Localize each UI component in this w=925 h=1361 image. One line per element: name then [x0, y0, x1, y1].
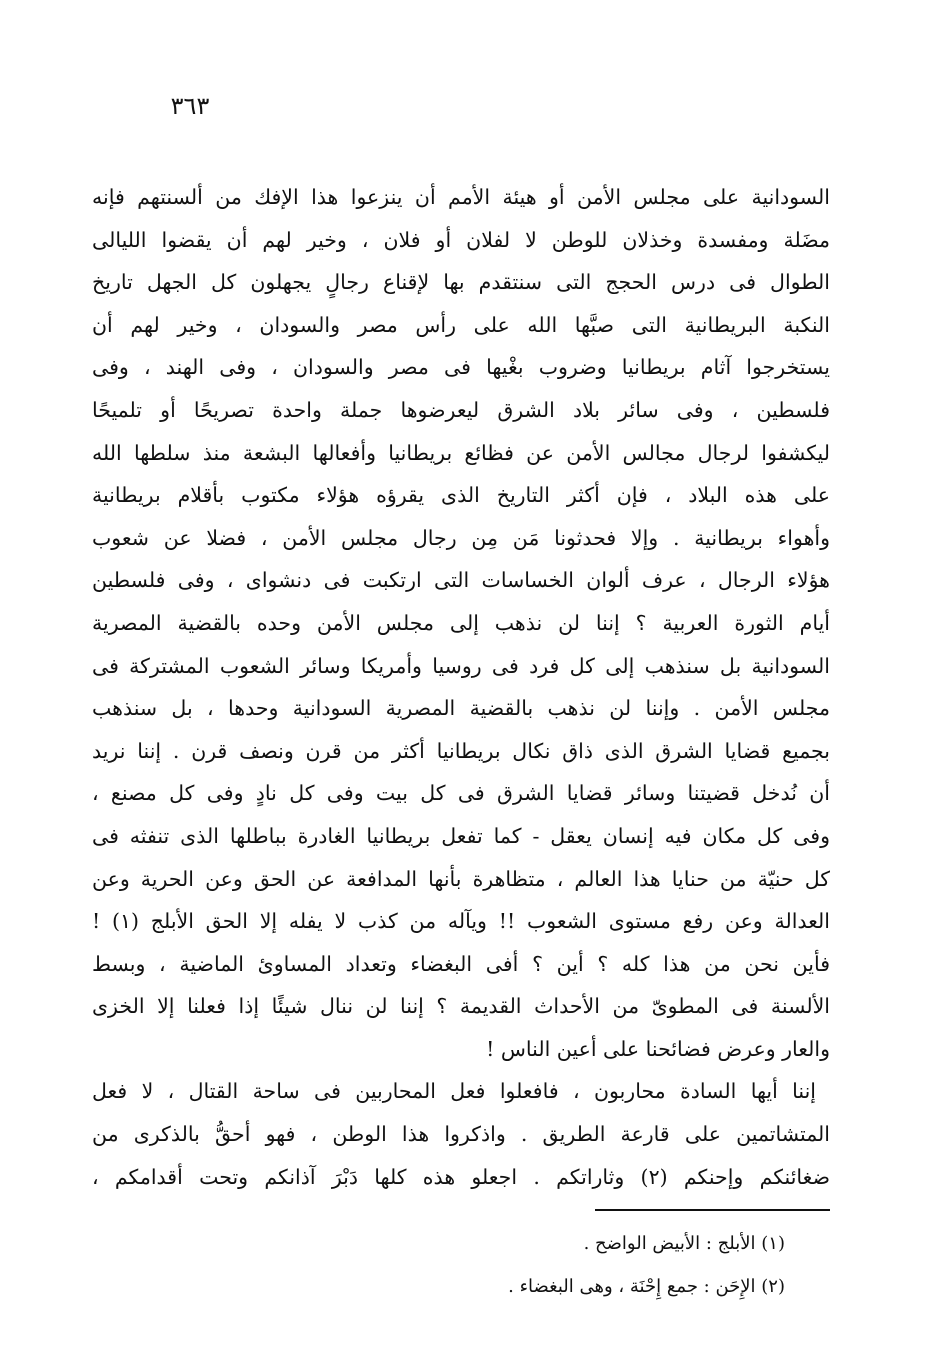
footnote-divider — [595, 1209, 830, 1211]
text-line: فأين نحن من هذا كله ؟ أين ؟ أفى البغضاء وتعداد المساوئ الماضية ، وبسط — [92, 951, 830, 976]
text-line: الطوال فى درس الحجج التى سنتقدم بها لإقناع رجالٍ يجهلون كل الجهل تاريخ — [92, 270, 830, 295]
text-line: الألسنة فى المطوىّ من الأحداث القديمة ؟ إننا لن ننال شيئًا إذا فعلنا إلا الخزى — [92, 994, 830, 1019]
footnotes — [185, 1222, 785, 1308]
footnote-1: (١) الأبلج : الأبيض الواضح . — [583, 1233, 785, 1254]
text-line: على هذه البلاد ، فإن أكثر التاريخ الذى يقرؤه هؤلاء مكتوب بأقلام بريطانية — [92, 483, 830, 508]
text-line: ضغائنكم وإحنكم (٢) وثاراتكم . اجعلو هذه كلها دَبْرَ آذانكم وتحت أقدامكم ، — [92, 1164, 830, 1189]
footnote-2: (٢) الإِحَن : جمع إِحْنَة ، وهى البغضاء . — [508, 1276, 785, 1297]
text-line: هؤلاء الرجال ، عرف ألوان الخساسات التى ارتكبت فى دنشواى ، وفى فلسطين — [92, 568, 830, 593]
text-line: فلسطين ، وفى سائر بلاد الشرق ليعرضوها جملة واحدة تصريحًا أو تلميحًا — [92, 397, 830, 422]
text-line: وأهواء بريطانية . وإلا فحدثونا مَن مِن رجال مجلس الأمن ، فضلا عن شعوب — [92, 525, 830, 550]
text-line: النكبة البريطانية التى صبَّها الله على رأس مصر والسودان ، وخير لهم أن — [92, 312, 830, 337]
text-line: السودانية على مجلس الأمن أو هيئة الأمم أن ينزعوا هذا الإفك من ألسنتهم فإنه — [92, 185, 830, 209]
body-text — [92, 176, 830, 1198]
text-line: بجميع قضايا الشرق الذى ذاق نكال بريطانيا أكثر من قرن ونصف قرن . إننا نريد — [92, 738, 830, 763]
text-line: كل حنيّة من حنايا هذا العالم ، متظاهرة بأنها المدافعة عن الحق وعن الحرية وعن — [92, 866, 830, 891]
text-line: ليكشفوا لرجال مجالس الأمن عن فظائع بريطانيا وأفعالها البشعة منذ سلطها الله — [92, 440, 830, 465]
paragraph-start-line: إننا أيها السادة محاربون ، فافعلوا فعل المحاربين فى ساحة القتال ، لا فعل — [92, 1079, 816, 1104]
text-line: مضَلة ومفسدة وخذلان للوطن لا لفلان أو فلان ، وخير لهم أن يقضوا الليالى — [92, 227, 830, 252]
text-line: أيام الثورة العربية ؟ إننا لن نذهب إلى مجلس الأمن وحده بالقضية المصرية — [92, 610, 830, 635]
text-line: يستخرجوا آثام بريطانيا وضروب بغْيها فى مصر والسودان ، وفى الهند ، وفى — [92, 355, 830, 380]
text-line: مجلس الأمن . وإننا لن نذهب بالقضية المصرية السودانية وحدها ، بل سنذهب — [92, 696, 830, 721]
text-line: العدالة وعن رفع مستوى الشعوب !! ويآله من كذب لا يفله إلا الحق الأبلج (١) ! — [92, 909, 830, 934]
text-line: وفى كل مكان فيه إنسان يعقل - كما تفعل بريطانيا الغادرة بباطلها الذى تنفثه فى — [92, 823, 830, 848]
text-line: السودانية بل سنذهب إلى كل فرد فى روسيا وأمريكا وسائر الشعوب المشتركة فى — [92, 653, 830, 678]
page-number: ٣٦٣ — [170, 92, 210, 120]
paragraph-end-line: والعار وعرض فضائحنا على أعين الناس ! — [486, 1036, 830, 1061]
text-line: أن نُدخل قضيتنا وسائر قضايا الشرق فى كل بيت وفى كل نادٍ وفى كل مصنع ، — [92, 781, 830, 806]
text-line: المتشاتمين على قارعة الطريق . واذكروا هذا الوطن ، فهو أحقُّ بالذكرى من — [92, 1122, 830, 1147]
